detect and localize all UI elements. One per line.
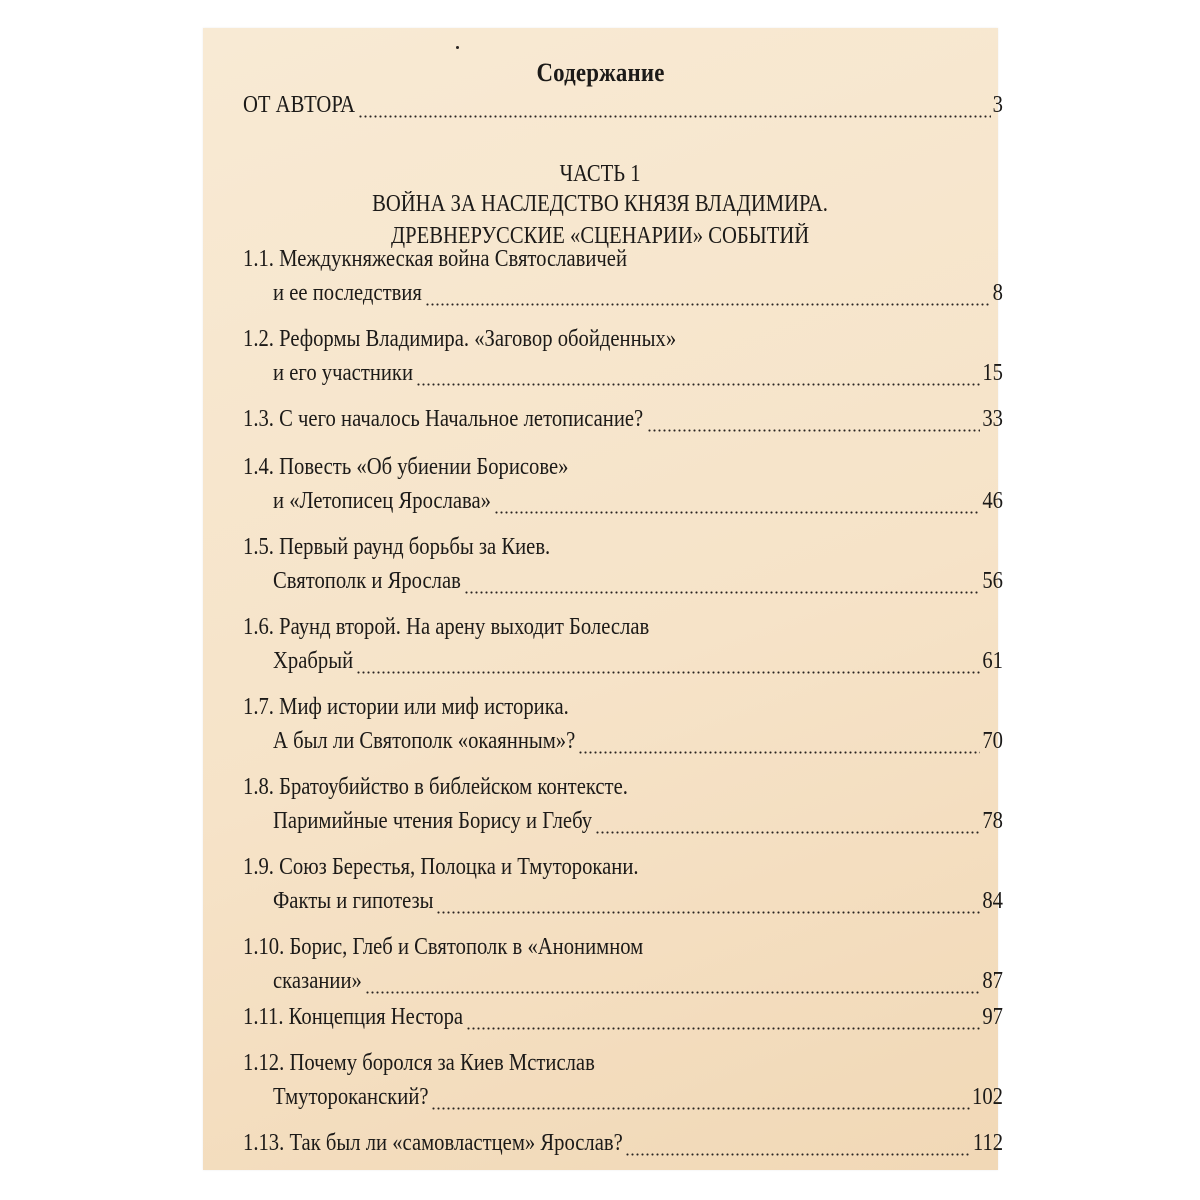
leader-dots <box>494 486 980 516</box>
toc-entry-title: 1.4. Повесть «Об убиении Борисове» <box>243 454 569 480</box>
page-title: Содержание <box>536 58 665 87</box>
toc-page-number: 112 <box>972 1130 1003 1156</box>
toc-entry-continuation: Святополк и Ярослав <box>273 568 461 594</box>
leader-dots <box>425 278 991 308</box>
toc-entry-title: 1.6. Раунд второй. На арену выходит Болеслав <box>243 614 650 640</box>
leader-dots <box>466 1002 980 1032</box>
toc-page-number: 61 <box>982 648 1003 674</box>
part-number: ЧАСТЬ 1 <box>559 161 642 187</box>
toc-entry-continuation: А был ли Святополк «окаянным»? <box>273 728 576 754</box>
toc-entry-title: 1.2. Реформы Владимира. «Заговор обойденных» <box>243 326 677 352</box>
toc-entry-continuation: и ее последствия <box>273 280 422 306</box>
leader-dots <box>416 358 981 388</box>
toc-entry-title: 1.11. Концепция Нестора <box>243 1004 464 1030</box>
toc-page-number: 56 <box>982 568 1003 594</box>
toc-entry-front[interactable] <box>243 88 1003 120</box>
toc-entry-continuation: Тмутороканский? <box>273 1084 429 1110</box>
toc-entry-continuation: Паримийные чтения Борису и Глебу <box>273 808 593 834</box>
leader-dots <box>436 886 980 916</box>
leader-dots <box>464 566 980 596</box>
toc-entry-title: 1.1. Междукняжеская война Святославичей <box>243 246 628 272</box>
toc-page-number: 15 <box>982 360 1003 386</box>
part-title-line2: ДРЕВНЕРУССКИЕ «СЦЕНАРИИ» СОБЫТИЙ <box>391 223 810 249</box>
toc-entry-continuation: Храбрый <box>273 648 354 674</box>
toc-page-number: 33 <box>982 406 1003 432</box>
leader-dots <box>356 646 980 676</box>
toc-page-number: 70 <box>982 728 1003 754</box>
toc-entry-continuation: сказании» <box>273 968 362 994</box>
toc-entry-title: 1.3. С чего началось Начальное летописание? <box>243 406 644 432</box>
toc-entry-title: 1.8. Братоубийство в библейском контексте. <box>243 774 628 800</box>
toc-entry-continuation: Факты и гипотезы <box>273 888 434 914</box>
leader-dots <box>578 726 981 756</box>
part-title-line1: ВОЙНА ЗА НАСЛЕДСТВО КНЯЗЯ ВЛАДИМИРА. <box>372 191 829 217</box>
toc-page-number: 97 <box>982 1004 1003 1030</box>
leader-dots <box>647 404 981 434</box>
leader-dots <box>431 1082 970 1112</box>
toc-page-number: 87 <box>982 968 1003 994</box>
toc-page-number: 8 <box>992 280 1003 306</box>
toc-page-number: 102 <box>972 1084 1003 1110</box>
toc-entry-continuation: и его участники <box>273 360 414 386</box>
print-speck <box>456 46 459 49</box>
leader-dots <box>625 1128 970 1158</box>
toc-page-number: 3 <box>992 92 1003 118</box>
toc-page-number: 46 <box>982 488 1003 514</box>
toc-entry-title: 1.13. Так был ли «самовластцем» Ярослав? <box>243 1130 623 1156</box>
toc-entry-continuation: и «Летописец Ярослава» <box>273 488 491 514</box>
toc-entry-title: 1.5. Первый раунд борьбы за Киев. <box>243 534 551 560</box>
leader-dots <box>358 90 990 120</box>
toc-entry-title: 1.7. Миф истории или миф историка. <box>243 694 569 720</box>
toc-page-number: 84 <box>982 888 1003 914</box>
toc-entry-title: 1.12. Почему боролся за Киев Мстислав <box>243 1050 595 1076</box>
toc-page-number: 78 <box>982 808 1003 834</box>
toc-entry-label: ОТ АВТОРА <box>243 92 356 118</box>
book-page <box>203 28 1003 1170</box>
leader-dots <box>595 806 980 836</box>
toc-entry-title: 1.10. Борис, Глеб и Святополк в «Анонимном <box>243 934 644 960</box>
toc-entry-title: 1.9. Союз Берестья, Полоцка и Тмуторокани. <box>243 854 639 880</box>
leader-dots <box>365 966 980 996</box>
